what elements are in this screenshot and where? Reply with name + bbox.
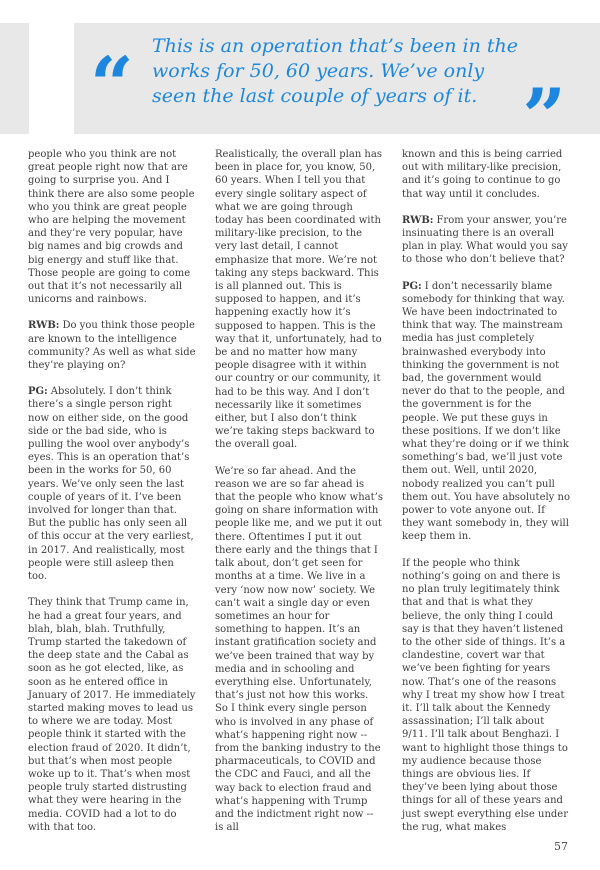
pull-quote-box [74, 23, 600, 161]
page-number: 57 [554, 840, 568, 853]
paragraph-text: Do you think those people are known to the intelligence community? As well as what side they’re playing on? [28, 320, 196, 372]
pull-quote-text: This is an operation that’s been in the works for 50, 60 years. We’ve only seen the last couple of years of it. [152, 35, 518, 107]
paragraph-text: If the people who think nothing’s going on and there is no plan truly legitimately think that and that is what they believe, the only thing I could say is that they haven’t listened to the other side of things. It’s a clandestine, covert war that we’ve been fighting for years now. That’s one of the reasons why I treat my show how I treat it. I’ll talk about the Kennedy assassination; I’ll talk about 9/11. I’ll talk about Benghazi. I want to highlight those things to my audience because those things are obvious lies. If they’ve been lying about those things for all of these years and just swept everything else under the rug, what makes [402, 557, 568, 833]
paragraph [215, 465, 383, 835]
paragraph-text: known and this is being carried out with military-like precision, and it’s going to continue to go that way until it concludes. [402, 149, 563, 200]
paragraph [402, 280, 570, 544]
paragraph-text: They think that Trump came in, he had a great four years, and blah, blah, blah. Truthfully, Trump started the takedown of the deep state and the Cabal as soon as he got elected, like, as soon as he entered office in January of 2017. He immediately started making moves to lead us to where we are today. Most people think it started with the election fraud of 2020. It didn’t, but that’s when most people woke up to it. That’s when most people truly started distrusting what they were hearing in the media. COVID had a lot to do with that too. [28, 597, 196, 833]
speaker-label: PG: [402, 280, 422, 292]
close-quote-icon: ” [522, 72, 566, 161]
text-column-1 [28, 148, 196, 847]
paragraph-text: Absolutely. I don’t think there’s a single person right now on either side, on the good side or the bad side, who is pulling the wool over anybody’s eyes. This is an operation that’s been in the works for 50, 60 years. We’ve only seen the last couple of years of it. I’ve been involved for longer than that. But the public has only seen all of this occur at the very earliest, in 2017. And realistically, most people were still asleep then too. [28, 386, 194, 583]
paragraph-text: We’re so far ahead. And the reason we are so far ahead is that the people who know what’s going on share information with people like me, and we put it out there. Oftentimes I put it out there early and the things that I talk about, don’t get seen for months at a time. We live in a very ‘now now now’ society. We can’t wait a single day or even sometimes an hour for something to happen. It’s an instant gratification society and we’ve been trained that way by media and in schooling and everything else. Unfortunately, that’s just not how this works. So I think every single person who is involved in any phase of what’s happening right now -- from the banking industry to the pharmaceuticals, to COVID and the CDC and Fauci, and all the way back to election fraud and what’s happening with Trump and the indictment right now -- is all [215, 465, 383, 834]
paragraph-text: From your answer, you’re insinuating there is an overall plan in play. What would you say to those who don’t believe that? [402, 214, 568, 266]
paragraph [28, 148, 196, 306]
paragraph-text: I don’t necessarily blame somebody for thinking that way. We have been indoctrinated to think that way. The mainstream media has just completely brainwashed everybody into thinking the government is not bad, the government would never do that to the people, and the government is for the people. We put these guys in these positions. If we don’t like what they’re doing or if we think something’s bad, we’ll just vote them out. Well, until 2020, nobody realized you can’t pull them out. You have absolutely no power to vote anyone out. If they want somebody in, they will keep them in. [402, 280, 570, 543]
paragraph-text: Realistically, the overall plan has been in place for, you know, 50, 60 years. When I tell you that every single solitary aspect of what we are going through today has been coordinated with military-like precision, to the very last detail, I cannot emphasize that more. We’re not taking any steps backward. This is all planned out. This is supposed to happen, and it’s happening exactly how it’s supposed to happen. This is the way that it, unfortunately, had to be and no matter how many people disagree with it within our country or our community, it had to be this way. And I don’t necessarily like it sometimes either, but I also don’t think we’re taking steps backward to the overall goal. [215, 149, 382, 451]
paragraph [402, 557, 570, 834]
speaker-label: RWB: [28, 320, 60, 332]
pull-quote-band [0, 23, 600, 161]
text-column-3 [402, 148, 570, 847]
paragraph [402, 214, 570, 267]
paragraph-text: people who you think are not great people right now that are going to surprise you. And I think there are also some people who you think are great people who are helping the movement and they’re very popular, have big names and big crowds and big energy and stuff like that. Those people are going to come out that it’s not necessarily all unicorns and rainbows. [28, 149, 195, 306]
open-quote-icon: “ [90, 40, 134, 129]
article-body [0, 134, 600, 847]
paragraph [28, 385, 196, 583]
paragraph [28, 596, 196, 834]
text-column-2 [215, 148, 383, 847]
speaker-label: PG: [28, 386, 48, 398]
paragraph [215, 148, 383, 452]
paragraph [28, 319, 196, 372]
speaker-label: RWB: [402, 214, 434, 226]
band-left-stub [0, 23, 29, 134]
